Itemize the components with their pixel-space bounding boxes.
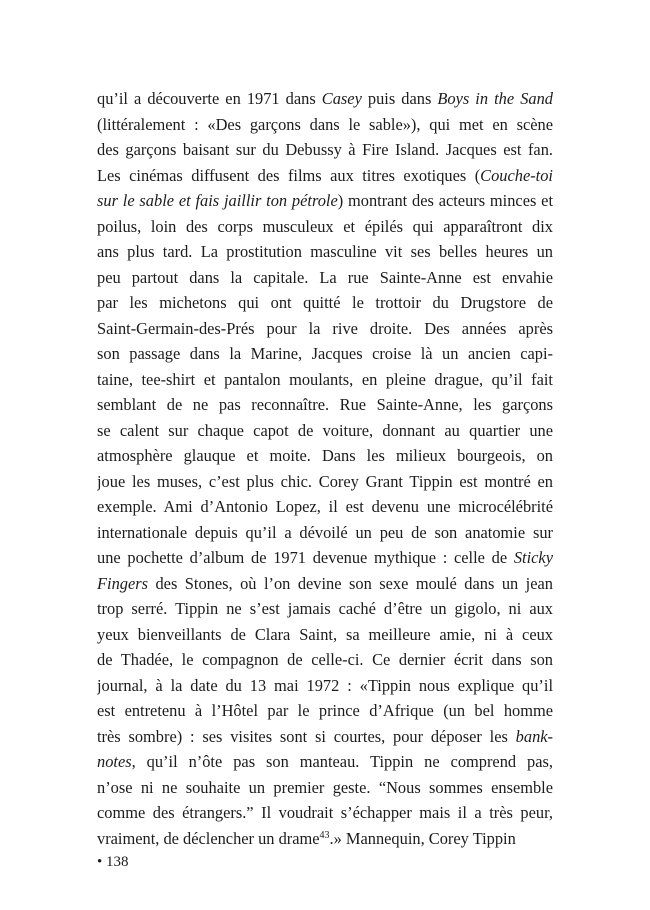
text-line [97,290,553,316]
text-line [97,622,553,648]
text-line [97,392,553,418]
text-line [97,367,553,393]
text-line [97,112,553,138]
text-line [97,239,553,265]
text-line [97,469,553,495]
text-run: , qu’il n’ôte pas son manteau. Tippin ne comprend pas, [131,752,553,771]
text-run: très sombre) : ses visites sont si courtes, pour déposer les [97,726,516,746]
text-line [97,163,553,189]
text-run: de Thadée, le compagnon de celle-ci. Ce dernier écrit dans son [97,650,553,669]
text-run: n’ose ni ne souhaite un premier geste. “Nous sommes ensemble [97,777,553,797]
text-line [97,749,553,775]
italic-text: bank- [515,726,553,746]
text-line [97,316,553,342]
text-run: puis dans [361,89,438,108]
text-line [97,673,553,699]
text-line [97,545,553,571]
italic-text: Couche-toi [480,165,553,185]
text-run: une pochette d’album de 1971 devenue mythique : celle de [97,548,514,567]
text-run: (littéralement : «Des garçons dans le sable»), qui met en scène [97,114,553,134]
text-run: joue les muses, c’est plus chic. Corey Grant Tippin est montré en [97,471,553,491]
text-line [97,596,553,622]
text-run: internationale depuis qu’il a dévoilé un peu de son anatomie sur [97,522,553,542]
text-run: son passage dans la Marine, Jacques croise là un ancien capi- [97,344,553,363]
text-line [97,800,553,826]
text-line [97,571,553,597]
text-run: est entretenu à l’Hôtel par le prince d’Afrique (un bel homme [97,701,553,720]
text-line [97,86,553,112]
text-line [97,137,553,163]
text-line [97,188,553,214]
text-run: trop serré. Tippin ne s’est jamais caché d’être un gigolo, ni aux [97,599,553,618]
text-run: des garçons baisant sur du Debussy à Fire Island. Jacques est fan. [97,140,553,159]
footnote-ref: 43 [319,829,330,841]
body-text [97,86,553,851]
text-line [97,265,553,291]
text-run: taine, tee-shirt et pantalon moulants, en pleine drague, qu’il fait [97,369,553,389]
text-run: exemple. Ami d’Antonio Lopez, il est devenu une microcélébrité [97,497,553,516]
page-number: • 138 [97,854,129,870]
text-run: par les michetons qui ont quitté le trottoir du Drugstore de [97,293,553,312]
text-run: des Stones, où l’on devine son sexe moulé dans un jean [148,573,553,593]
text-run: journal, à la date du 13 mai 1972 : «Tippin nous explique qu’il [97,675,553,695]
text-line [97,647,553,673]
text-run: semblant de ne pas reconnaître. Rue Sainte-Anne, les garçons [97,395,553,414]
text-run: .» Mannequin, Corey Tippin [329,828,516,848]
text-run: se calent sur chaque capot de voiture, donnant au quartier une [97,420,553,440]
text-line [97,341,553,367]
text-run: ans plus tard. La prostitution masculine vit ses belles heures un [97,242,553,261]
italic-text: Fingers [97,573,148,593]
text-run: atmosphère glauque et moite. Dans les milieux bourgeois, on [97,446,553,465]
text-line [97,698,553,724]
italic-text: Sticky [513,548,553,567]
text-line [97,494,553,520]
text-line [97,775,553,801]
italic-text: notes [97,752,132,771]
text-run: qu’il a découverte en 1971 dans [97,89,322,108]
text-run: poilus, loin des corps musculeux et épilés qui apparaîtront dix [97,216,553,236]
text-run: peu partout dans la capitale. La rue Sainte-Anne est envahie [97,267,553,287]
text-run: ) montrant des acteurs minces et [337,191,553,210]
text-line [97,214,553,240]
italic-text: Boys in the Sand [437,89,553,108]
text-line [97,443,553,469]
text-run: comme des étrangers.” Il voudrait s’échapper mais il a très peur, [97,803,553,822]
text-line [97,418,553,444]
text-line [97,520,553,546]
text-line [97,826,553,852]
italic-text: Casey [321,89,362,108]
text-run: Saint-Germain-des-Prés pour la rive droite. Des années après [97,318,553,338]
text-run: vraiment, de déclencher un drame [97,828,320,848]
text-line [97,724,553,750]
italic-text: sur le sable et fais jaillir ton pétrole [97,191,338,210]
text-run: yeux bienveillants de Clara Saint, sa meilleure amie, ni à ceux [97,624,553,644]
text-run: Les cinémas diffusent des films aux titres exotiques ( [97,165,481,185]
